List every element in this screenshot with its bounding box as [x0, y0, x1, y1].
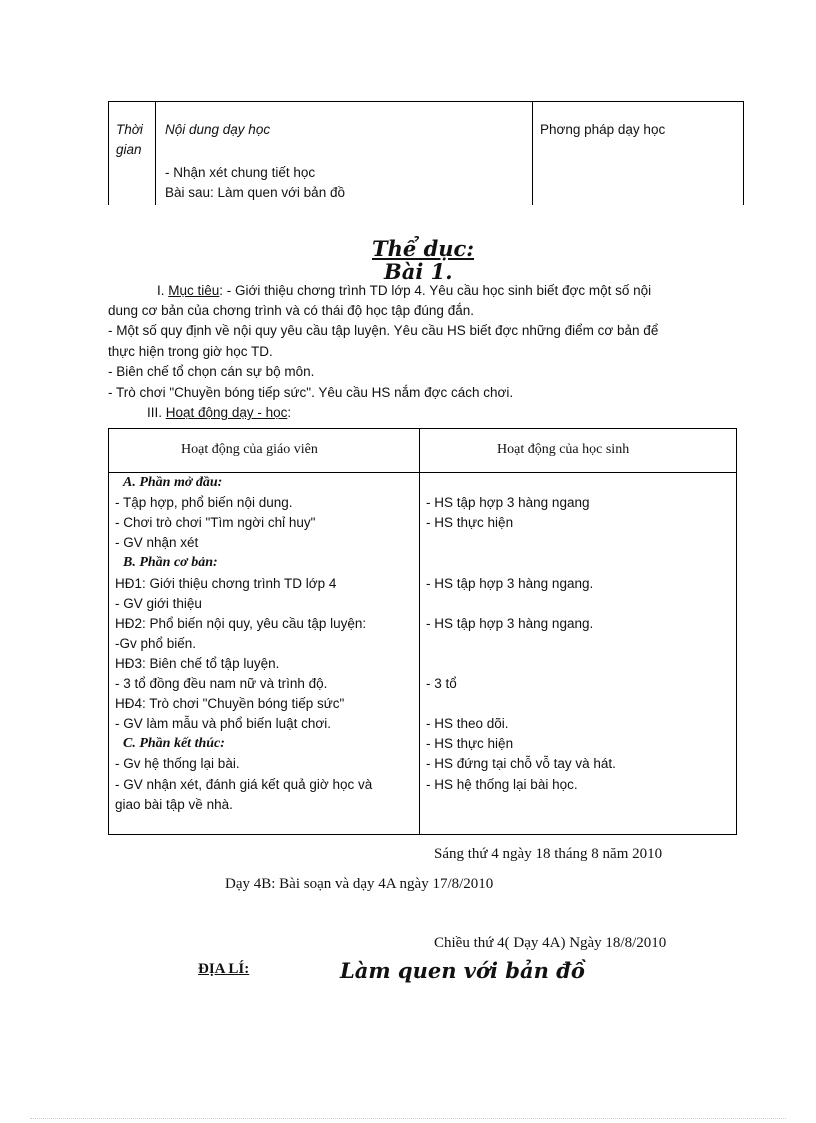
activities-table [108, 428, 737, 835]
activities-heading: Hoạt động dạy - học [165, 405, 288, 420]
time-header-line1: Thời [116, 122, 143, 137]
teacher-activity-line: -Gv phổ biến. [115, 635, 197, 651]
student-activity-line: - HS tập hợp 3 hàng ngang. [426, 575, 594, 591]
activities-heading-line [147, 405, 291, 420]
teacher-activity-line: HĐ4: Trò chơi "Chuyền bóng tiếp sức" [115, 696, 345, 712]
objective-line [157, 283, 651, 298]
objective-label: I. [157, 283, 169, 298]
teacher-activity-line: - GV giới thiệu [115, 595, 202, 611]
objective-heading: Mục tiêu [168, 283, 220, 298]
teacher-activity-line: HĐ2: Phổ biến nội quy, yêu cầu tập luyện: [115, 615, 367, 631]
teacher-activity-line: - Chơi trò chơi "Tìm ngời chỉ huy" [115, 515, 316, 531]
paragraph-line: - Một số quy định về nội quy yêu cầu tập luyện. Yêu cầu HS biết đợc những điểm cơ bản để [108, 323, 659, 338]
teacher-activity-line: - 3 tổ đồng đều nam nữ và trình độ. [115, 676, 328, 691]
student-activity-line: - HS tập hợp 3 hàng ngang. [426, 615, 594, 631]
schedule-line: Sáng thứ 4 ngày 18 tháng 8 năm 2010 [434, 846, 663, 862]
objective-text: : - Giới thiệu chơng trình TD lớp 4. Yêu cầu học sinh biết đợc một số nội [219, 283, 652, 298]
schedule-line: Dạy 4B: Bài soạn và dạy 4A ngày 17/8/2010 [225, 876, 494, 892]
subject-heading: Thể dục: [372, 236, 475, 261]
teacher-activity-line: - Gv hệ thống lại bài. [115, 756, 240, 772]
geography-label: ĐỊA LÍ: [198, 961, 250, 977]
student-activity-line: - HS theo dõi. [426, 716, 509, 732]
paragraph-line: - Biên chế tổ chọn cán sự bộ môn. [108, 364, 315, 379]
method-header: Phơng pháp dạy học [540, 122, 666, 137]
paragraph-line: - Trò chơi "Chuyền bóng tiếp sức". Yêu cầu HS nắm đợc cách chơi. [108, 385, 514, 400]
student-activity-line: - 3 tổ [426, 676, 457, 691]
teacher-activity-line: HĐ3: Biên chế tổ tập luyện. [115, 655, 280, 671]
teacher-activity-line: - GV nhận xét [115, 535, 199, 551]
teacher-activity-line: - GV làm mẫu và phổ biến luật chơi. [115, 716, 331, 732]
student-activity-line: - HS thực hiện [426, 515, 514, 531]
page-bottom-dots [30, 1118, 786, 1119]
lesson-title: Bài 1. [384, 259, 453, 284]
table-divider [155, 102, 156, 205]
section-heading: C. Phần kết thúc: [123, 736, 225, 752]
activities-colon: : [287, 405, 292, 420]
student-activity-line: - HS thực hiện [426, 736, 514, 752]
teacher-header: Hoạt động của giáo viên [181, 442, 318, 457]
student-activity-line: - HS đứng tại chỗ vỗ tay và hát. [426, 756, 616, 772]
teacher-activity-line: - GV nhận xét, đánh giá kết quả giờ học và [115, 776, 373, 792]
content-header: Nội dung dạy học [165, 122, 271, 137]
teacher-activity-line: - Tập hợp, phổ biến nội dung. [115, 495, 293, 511]
content-line: Bài sau: Làm quen với bản đồ [165, 185, 345, 200]
time-header-line2: gian [116, 142, 142, 157]
paragraph-line: dung cơ bản của chơng trình và có thái độ học tập đúng đắn. [108, 303, 474, 318]
teacher-activity-line: giao bài tập về nhà. [115, 796, 233, 812]
teacher-activity-line: HĐ1: Giới thiệu chơng trình TD lớp 4 [115, 575, 337, 591]
table-divider [109, 472, 736, 473]
activities-label: III. [147, 405, 166, 420]
schedule-line: Chiều thứ 4( Dạy 4A) Ngày 18/8/2010 [434, 935, 667, 951]
student-activity-line: - HS hệ thống lại bài học. [426, 776, 578, 792]
student-activity-line: - HS tập hợp 3 hàng ngang [426, 495, 590, 511]
content-line: - Nhận xét chung tiết học [165, 165, 316, 180]
section-heading: A. Phần mở đầu: [123, 475, 223, 490]
table-divider [532, 102, 533, 205]
table-divider [419, 429, 420, 834]
top-lesson-table [108, 101, 744, 205]
geography-title: Làm quen với bản đồ [340, 958, 585, 983]
section-heading: B. Phần cơ bản: [123, 555, 218, 571]
student-header: Hoạt động của học sinh [497, 442, 630, 457]
paragraph-line: thực hiện trong giờ học TD. [108, 344, 273, 359]
